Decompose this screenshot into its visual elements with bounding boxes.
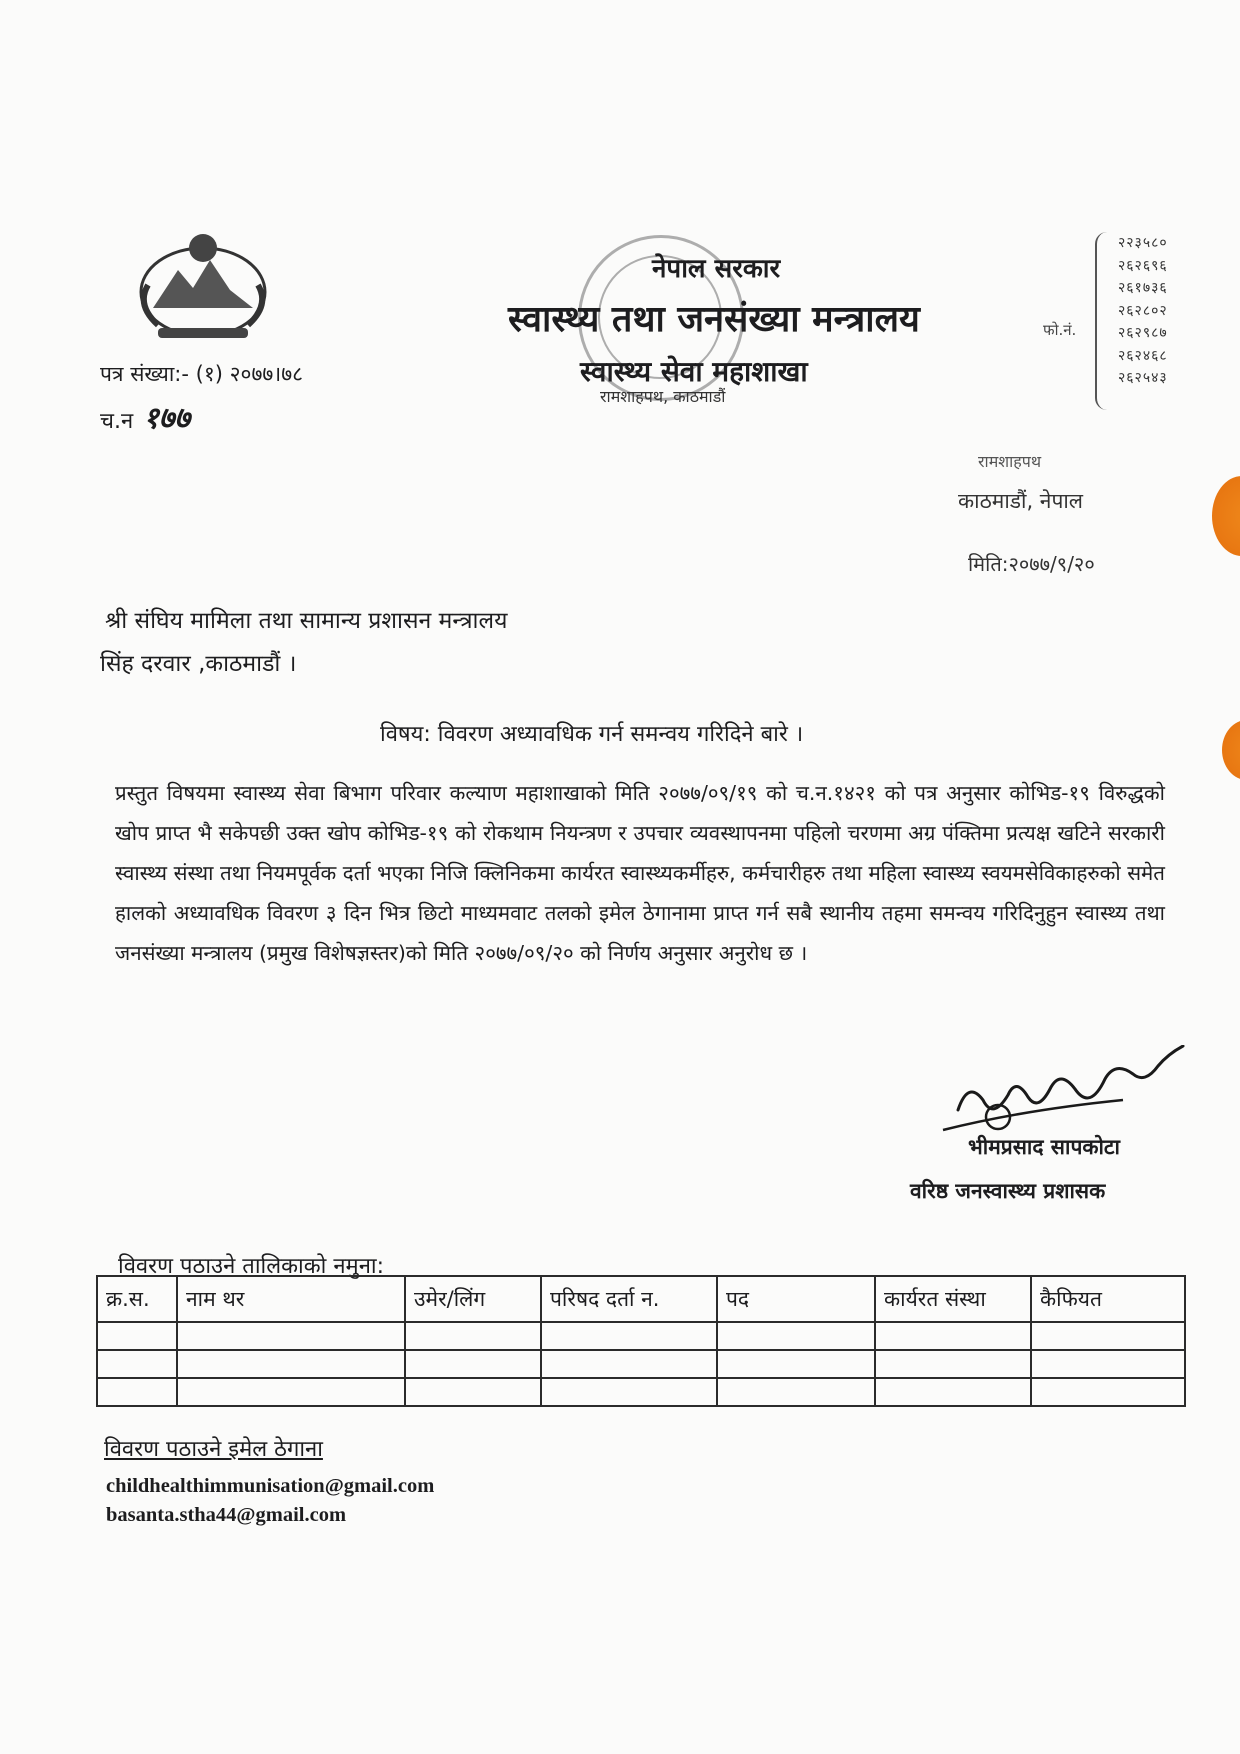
email-heading: विवरण पठाउने इमेल ठेगाना: [104, 1437, 323, 1462]
recipient-line-1: श्री संघिय मामिला तथा सामान्य प्रशासन मन्त्रालय: [105, 608, 508, 634]
phone-list: [1118, 232, 1168, 390]
address-line-2: काठमाडौं, नेपाल: [958, 489, 1084, 513]
phone-brace: [1095, 232, 1115, 410]
column-header: पद: [717, 1276, 875, 1322]
stamp-top-text: नेपाल सरकार: [652, 254, 781, 284]
phone-number: २६२६९६: [1118, 257, 1168, 274]
email-address: childhealthimmunisation@gmail.com: [106, 1475, 435, 1497]
letter-body: प्रस्तुत विषयमा स्वास्थ्य सेवा बिभाग परिवार कल्याण महाशाखाको मिति २०७७/०९/१९ को च.न.१४२१ को पत्र अनुसार कोभिड-१९ विरुद्धको खोप प्राप्त भै सकेपछी उक्त खोप कोभिड-१९ को रोकथाम नियन्त्रण र उपचार व्यवस्थापनमा पहिलो चरणमा अग्र पंक्तिमा प्रत्यक्ष खटिने सरकारी स्वास्थ्य संस्था तथा नियमपूर्वक दर्ता भएका निजि क्लिनिकमा कार्यरत स्वास्थ्यकर्मीहरु, कर्मचारीहरु तथा महिला स्वास्थ्य स्वयमसेविकाहरुको समेत हालको अध्यावधिक विवरण ३ दिन भित्र छिटो माध्यमवाट तलको इमेल ठेगानामा प्राप्त गर्न सबै स्थानीय तहमा समन्वय गरिदिनुहुन स्वास्थ्य तथा जनसंख्या मन्त्रालय (प्रमुख विशेषज्ञस्तर)को मिति २०७७/०९/२० को निर्णय अनुसार अनुरोध छ ।: [115, 781, 1165, 965]
edge-mark-top: [1212, 476, 1240, 556]
letter-number: पत्र संख्या:- (१) २०७७।७८: [100, 362, 304, 386]
phone-number: २६२९८७: [1118, 325, 1168, 341]
phone-number: २६२८०२: [1118, 302, 1168, 319]
sample-table: [96, 1275, 1186, 1407]
nepal-emblem-icon: [118, 230, 288, 350]
signatory-name: भीमप्रसाद सापकोटा: [968, 1135, 1120, 1159]
column-header: कैफियत: [1031, 1276, 1185, 1322]
table-row: [97, 1350, 1185, 1378]
email-address: basanta.stha44@gmail.com: [106, 1504, 347, 1526]
letter-date: मिति:२०७७/९/२०: [968, 552, 1095, 576]
table-heading: विवरण पठाउने तालिकाको नमुना:: [118, 1254, 385, 1279]
table-header-row: [97, 1276, 1185, 1322]
subject-line: विषय: विवरण अध्यावधिक गर्न समन्वय गरिदिने बारे ।: [380, 722, 804, 747]
column-header: कार्यरत संस्था: [875, 1276, 1031, 1322]
division-name: स्वास्थ्य सेवा महाशाखा: [580, 355, 808, 388]
dispatch-label: च.न: [100, 409, 134, 434]
dispatch-number-line: [100, 396, 190, 437]
dispatch-number: १७७: [143, 401, 190, 436]
column-header: क्र.स.: [97, 1276, 177, 1322]
ministry-name: स्वास्थ्य तथा जनसंख्या मन्त्रालय: [508, 299, 920, 340]
table-row: [97, 1378, 1185, 1406]
signatory-title: वरिष्ठ जनस्वास्थ्य प्रशासक: [910, 1179, 1106, 1203]
phone-label: फो.नं.: [1043, 321, 1077, 339]
handwritten-signature: [938, 1045, 1218, 1145]
edge-mark-bottom: [1222, 720, 1240, 780]
phone-number: २६२४६८: [1118, 347, 1168, 364]
stamp-footer: रामशाहपथ, काठमाडौं: [600, 387, 726, 406]
email-list: [106, 1472, 434, 1530]
recipient-line-2: सिंह दरवार ,काठमाडौं ।: [100, 651, 297, 677]
table-row: [97, 1322, 1185, 1350]
column-header: उमेर/लिंग: [405, 1276, 541, 1322]
phone-number: २६२५४३: [1118, 370, 1168, 386]
column-header: नाम थर: [177, 1276, 405, 1322]
column-header: परिषद दर्ता न.: [541, 1276, 717, 1322]
address-line-1: रामशाहपथ: [978, 452, 1042, 471]
phone-number: २२३५८०: [1118, 235, 1168, 251]
phone-number: २६१७३६: [1118, 280, 1168, 296]
